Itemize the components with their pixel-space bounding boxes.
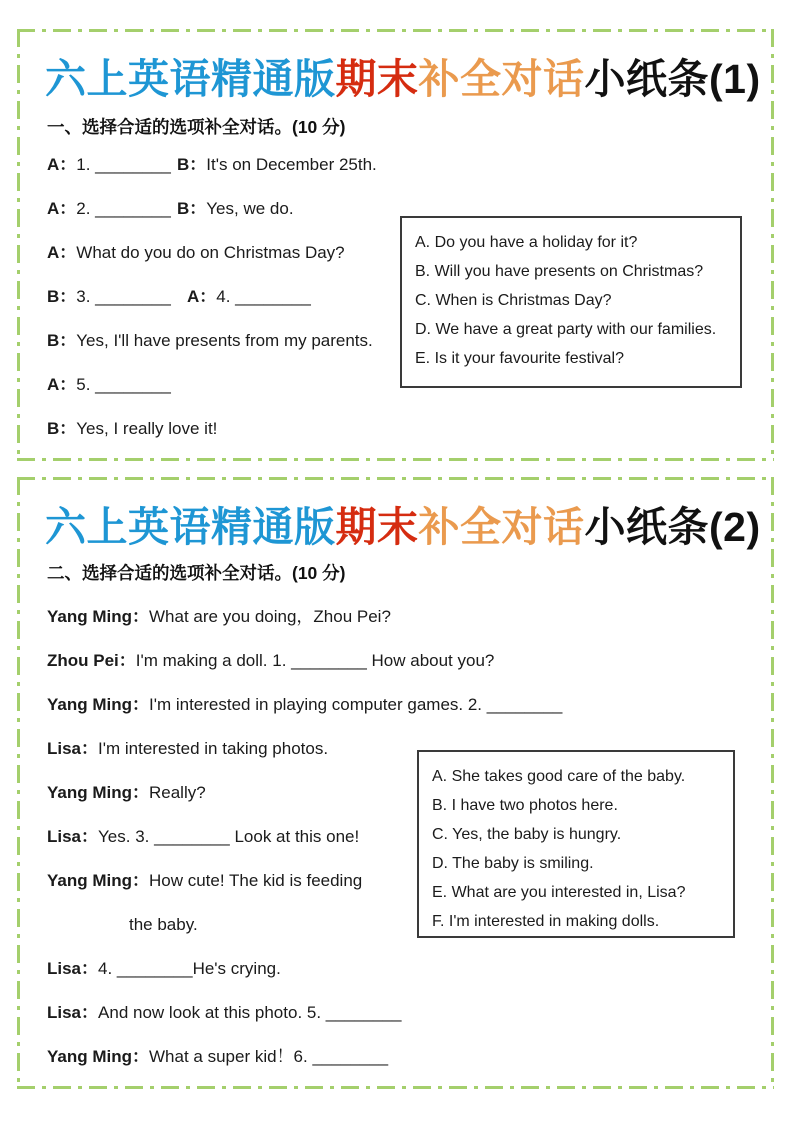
speaker-label: Yang Ming： (47, 783, 149, 802)
dialogue-text: How cute! The kid is feeding (149, 871, 363, 890)
option-item: A. Do you have a holiday for it? (415, 234, 638, 251)
speaker-label: B： (47, 331, 77, 350)
option-item: D. We have a great party with our families. (415, 321, 717, 338)
dialogue-text: Yes, I'll have presents from my parents. (76, 331, 373, 350)
options-box-2 (417, 750, 735, 938)
speaker-label: B： (47, 419, 77, 438)
speaker-label: Lisa： (47, 1003, 99, 1022)
option-item: E. What are you interested in, Lisa? (432, 884, 686, 901)
dialogue-text: I'm interested in playing computer games. 2. ________ (149, 695, 563, 714)
dialogue-text: And now look at this photo. 5. ________ (98, 1003, 402, 1022)
option-item: C. Yes, the baby is hungry. (432, 826, 622, 843)
title-segment-topic: 补全对话 (418, 56, 585, 102)
title-segment-term: 期末 (335, 504, 419, 550)
dialogue-text: Yes, I really love it! (76, 419, 218, 438)
speaker-label: Zhou Pei： (47, 651, 136, 670)
speaker-label: B： (177, 199, 207, 218)
speaker-label: A： (47, 375, 77, 394)
dialogue-line (47, 407, 766, 451)
dialogue-text: What are you doing，Zhou Pei? (149, 607, 391, 626)
dialogue-text: 4. ________He's crying. (98, 959, 281, 978)
title-segment-book: 六上英语精通版 (45, 56, 336, 102)
option-item: B. I have two photos here. (432, 797, 618, 814)
option-item: D. The baby is smiling. (432, 855, 594, 872)
speaker-label: B： (177, 155, 207, 174)
speaker-label: Yang Ming： (47, 1047, 149, 1066)
worksheet-1 (17, 29, 774, 461)
dialogue-text: Yes. 3. ________ Look at this one! (98, 827, 360, 846)
dialogue-text: Really? (149, 783, 206, 802)
speaker-label: Yang Ming： (47, 607, 149, 626)
sheet-title-1 (45, 56, 761, 102)
dialogue-text: 3. ________ (76, 287, 171, 306)
option-item: B. Will you have presents on Christmas? (415, 263, 704, 280)
dialogue-text: 4. ________ (216, 287, 311, 306)
speaker-label: Lisa： (47, 827, 99, 846)
title-segment-topic: 补全对话 (418, 504, 585, 550)
dialogue-text: I'm making a doll. 1. ________ How about you? (135, 651, 495, 670)
speaker-label: Lisa： (47, 959, 99, 978)
dialogue-line (47, 991, 766, 1035)
speaker-label: Yang Ming： (47, 695, 149, 714)
dialogue-text: 2. ________ (76, 199, 171, 218)
options-box-1 (400, 216, 742, 388)
title-segment-book: 六上英语精通版 (45, 504, 336, 550)
speaker-label: A： (47, 243, 77, 262)
speaker-label: Yang Ming： (47, 871, 149, 890)
dialogue-line (47, 1035, 766, 1079)
speaker-label: A： (187, 287, 217, 306)
title-segment-term: 期末 (335, 56, 419, 102)
speaker-label: B： (47, 287, 77, 306)
option-item: C. When is Christmas Day? (415, 292, 612, 309)
option-item: A. She takes good care of the baby. (432, 768, 686, 785)
section-heading-2: 二、选择合适的选项补全对话。(10 分) (47, 563, 346, 583)
dialogue-line (47, 639, 766, 683)
dialogue-text: 1. ________ (76, 155, 171, 174)
dialogue-text: Yes, we do. (206, 199, 294, 218)
dialogue-line (47, 947, 766, 991)
speaker-label: A： (47, 199, 77, 218)
option-item: E. Is it your favourite festival? (415, 350, 624, 367)
dialogue-line (47, 143, 766, 187)
speaker-label: Lisa： (47, 739, 99, 758)
dialogue-text: What do you do on Christmas Day? (76, 243, 345, 262)
dialogue-text: I'm interested in taking photos. (98, 739, 329, 758)
dialogue-text: 5. ________ (76, 375, 171, 394)
dialogue-text: the baby. (129, 915, 198, 934)
dialogue-line (47, 595, 766, 639)
section-heading-1: 一、选择合适的选项补全对话。(10 分) (47, 117, 346, 137)
dialogue-text: What a super kid！6. ________ (149, 1047, 389, 1066)
title-segment-number: 小纸条(2) (584, 504, 761, 550)
speaker-label: A： (47, 155, 77, 174)
worksheet-2 (17, 477, 774, 1089)
title-segment-number: 小纸条(1) (584, 56, 761, 102)
option-item: F. I'm interested in making dolls. (432, 913, 660, 930)
dialogue-line (47, 683, 766, 727)
dialogue-text: It's on December 25th. (206, 155, 377, 174)
sheet-title-2 (45, 504, 761, 550)
